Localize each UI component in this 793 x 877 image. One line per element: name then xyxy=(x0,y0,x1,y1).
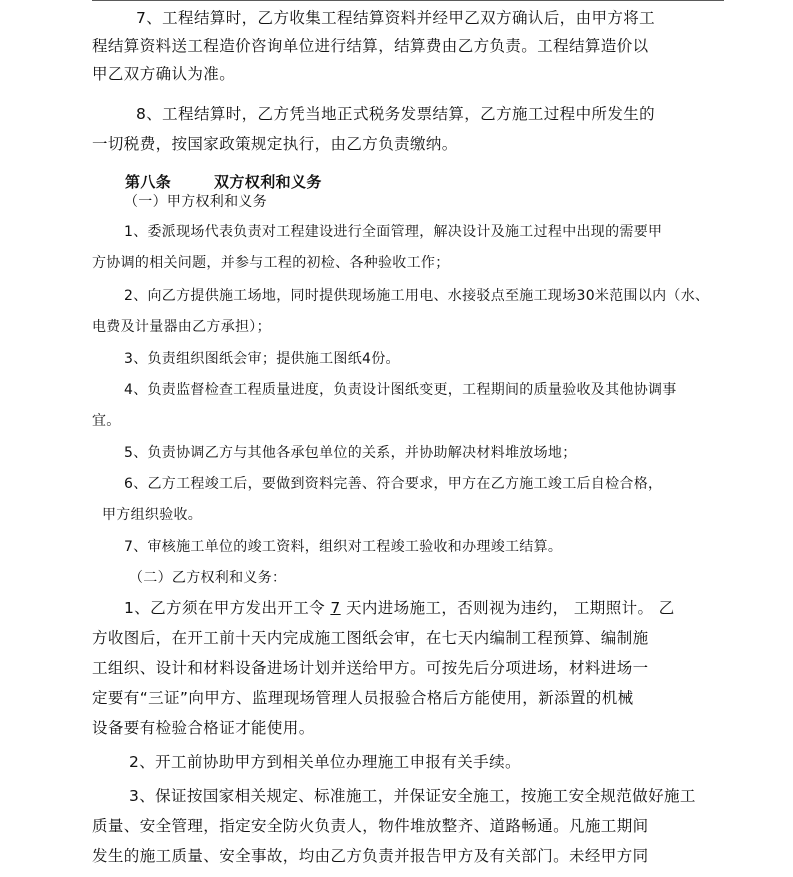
paragraph-line: 6、乙方工程竣工后，要做到资料完善、符合要求，甲方在乙方施工竣工后自检合格， xyxy=(124,476,663,492)
paragraph-line: 方协调的相关问题，并参与工程的初检、各种验收工作； xyxy=(92,255,450,271)
article-number: 第八条 xyxy=(125,173,172,191)
paragraph-line: 电费及计量器由乙方承担）； xyxy=(92,319,271,335)
paragraph-line: 程结算资料送工程造价咨询单位进行结算，结算费由乙方负责。工程结算造价以 xyxy=(92,37,649,55)
page-top-border xyxy=(92,0,724,1)
paragraph-line: 方收图后，在开工前十天内完成施工图纸会审，在七天内编制工程预算、编制施 xyxy=(92,629,649,647)
paragraph-line: 宜。 xyxy=(92,413,121,429)
paragraph-line: 甲乙双方确认为准。 xyxy=(92,65,236,83)
underlined-day-count: 7 xyxy=(330,599,341,617)
paragraph-line: 发生的施工质量、安全事故，均由乙方负责并报告甲方及有关部门。未经甲方同 xyxy=(92,847,649,865)
paragraph-line: 一切税费，按国家政策规定执行，由乙方负责缴纳。 xyxy=(92,135,458,153)
section-heading: （一）甲方权利和义务 xyxy=(124,194,267,210)
paragraph-line: 2、开工前协助甲方到相关单位办理施工申报有关手续。 xyxy=(129,753,521,771)
paragraph-line: 定要有“三证”向甲方、监理现场管理人员报验合格后方能使用，新添置的机械 xyxy=(92,689,634,707)
section-heading: （二）乙方权利和义务： xyxy=(129,570,287,586)
line-text-before: 1、乙方须在甲方发出开工令 xyxy=(124,599,331,617)
paragraph-line xyxy=(124,598,675,618)
paragraph-line: 7、审核施工单位的竣工资料，组织对工程竣工验收和办理竣工结算。 xyxy=(124,539,563,555)
paragraph-line: 5、负责协调乙方与其他各承包单位的关系，并协助解决材料堆放场地； xyxy=(124,445,577,461)
paragraph-line: 3、保证按国家相关规定、标准施工，并保证安全施工，按施工安全规范做好施工 xyxy=(129,787,696,805)
paragraph-line: 8、工程结算时，乙方凭当地正式税务发票结算，乙方施工过程中所发生的 xyxy=(136,105,656,123)
paragraph-line: 工组织、设计和材料设备进场计划并送给甲方。可按先后分项进场，材料进场一 xyxy=(92,659,649,677)
paragraph-line: 甲方组织验收。 xyxy=(102,507,203,523)
paragraph-line: 设备要有检验合格证才能使用。 xyxy=(92,719,315,737)
line-text-after: 天内进场施工，否则视为违约， 工期照计。 乙 xyxy=(340,599,675,617)
paragraph-line: 2、向乙方提供施工场地，同时提供现场施工用电、水接驳点至施工现场30米范围以内（水、 xyxy=(124,288,710,304)
paragraph-line: 质量、安全管理，指定安全防火负责人，物件堆放整齐、道路畅通。凡施工期间 xyxy=(92,817,649,835)
paragraph-line: 4、负责监督检查工程质量进度，负责设计图纸变更，工程期间的质量验收及其他协调事 xyxy=(124,382,677,398)
article-title: 双方权利和义务 xyxy=(214,173,322,191)
paragraph-line: 7、工程结算时，乙方收集工程结算资料并经甲乙双方确认后，由甲方将工 xyxy=(136,9,656,27)
paragraph-line: 3、负责组织图纸会审；提供施工图纸4份。 xyxy=(124,351,400,367)
paragraph-line: 1、委派现场代表负责对工程建设进行全面管理，解决设计及施工过程中出现的需要甲 xyxy=(124,224,663,240)
